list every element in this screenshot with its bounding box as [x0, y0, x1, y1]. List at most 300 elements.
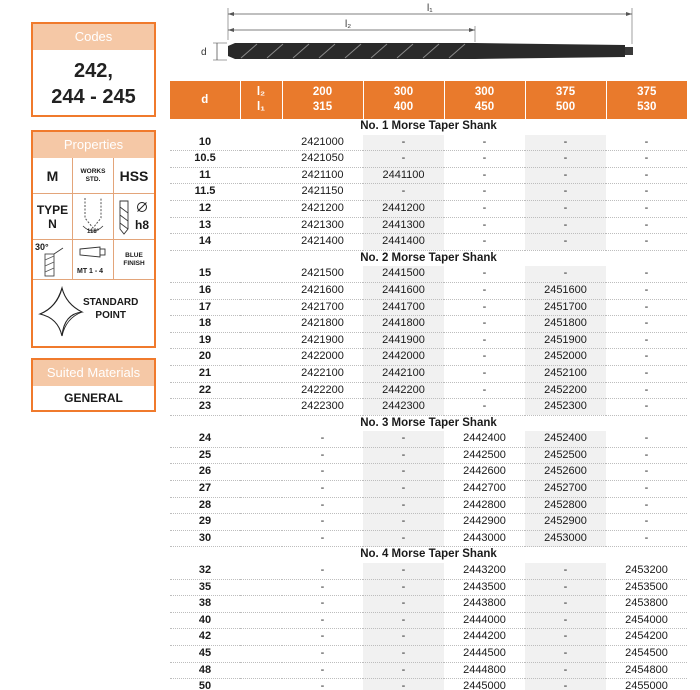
drill-flute-icon [117, 199, 131, 235]
diameter-cell: 18 [170, 316, 240, 333]
code-cell: - [606, 349, 687, 366]
type-label [37, 203, 68, 231]
material-cell [33, 158, 73, 194]
code-cell: - [525, 579, 606, 596]
code-cell: 2441600 [363, 282, 444, 299]
section-title: No. 3 Morse Taper Shank [360, 416, 497, 429]
code-cell: - [525, 167, 606, 184]
point-angle-cell [73, 194, 114, 240]
materials-value: GENERAL [64, 391, 123, 405]
table-row [170, 135, 687, 151]
code-cell: - [444, 151, 525, 168]
code-cell: - [525, 135, 606, 151]
helix-angle-cell [33, 240, 73, 280]
tolerance-label: h8 [135, 218, 150, 232]
code-cell: - [282, 481, 363, 498]
spacer-cell [240, 629, 282, 646]
standard-point-line-2: POINT [95, 310, 126, 321]
code-cell: - [282, 646, 363, 663]
code-cell: - [444, 299, 525, 316]
properties-title: Properties [33, 132, 154, 158]
taper-shank-icon [78, 243, 108, 263]
type-cell [33, 194, 73, 240]
code-cell: - [363, 514, 444, 531]
works-std-line-2: STD. [85, 175, 101, 183]
works-std-label [81, 168, 106, 184]
code-cell: - [606, 399, 687, 416]
code-cell: 2444800 [444, 662, 525, 679]
diameter-cell: 38 [170, 596, 240, 613]
header-col-5-l2: 375 [637, 86, 657, 98]
spacer-cell [240, 563, 282, 579]
table-row [170, 167, 687, 184]
header-l1-label: l₁ [257, 101, 265, 113]
finish-line-1: BLUE [125, 251, 143, 259]
code-cell: - [282, 662, 363, 679]
code-cell: - [444, 135, 525, 151]
code-cell: 2441400 [363, 234, 444, 251]
diameter-cell: 30 [170, 530, 240, 547]
code-cell: - [363, 679, 444, 690]
standard-point-cell [33, 280, 154, 346]
table-row [170, 629, 687, 646]
diameter-cell: 40 [170, 612, 240, 629]
diameter-cell: 42 [170, 629, 240, 646]
code-cell: 2453000 [525, 530, 606, 547]
code-cell: 2421400 [282, 234, 363, 251]
code-cell: 2443000 [444, 530, 525, 547]
section-title: No. 4 Morse Taper Shank [360, 548, 497, 561]
code-cell: 2441900 [363, 332, 444, 349]
table-row [170, 464, 687, 481]
code-cell: - [282, 579, 363, 596]
code-cell: 2452700 [525, 481, 606, 498]
works-std-line-1: WORKS [80, 167, 106, 175]
code-cell: 2451900 [525, 332, 606, 349]
code-cell: 2455000 [606, 679, 687, 690]
code-cell: 2421200 [282, 200, 363, 217]
code-cell: 2452500 [525, 447, 606, 464]
code-cell: - [444, 167, 525, 184]
codes-value [33, 50, 154, 110]
diameter-cell: 32 [170, 563, 240, 579]
section-header-row [170, 415, 687, 431]
spacer-cell [240, 299, 282, 316]
table-row [170, 679, 687, 690]
code-cell: 2454000 [606, 612, 687, 629]
table-row [170, 217, 687, 234]
standard-point-line-1: STANDARD [83, 297, 139, 308]
d-label: d [201, 47, 207, 58]
spacer-cell [240, 234, 282, 251]
code-cell: 2442300 [363, 399, 444, 416]
diameter-cell: 11.5 [170, 184, 240, 201]
table-row [170, 184, 687, 201]
code-cell: - [444, 349, 525, 366]
code-cell: 2421300 [282, 217, 363, 234]
table-row [170, 497, 687, 514]
code-cell: - [282, 431, 363, 447]
code-cell: - [444, 382, 525, 399]
header-col-3-l2: 300 [474, 86, 495, 98]
finish-cell [114, 240, 154, 280]
code-cell: - [525, 646, 606, 663]
code-cell: - [525, 596, 606, 613]
section-header-row [170, 119, 687, 135]
code-cell: - [606, 234, 687, 251]
diameter-cell: 11 [170, 167, 240, 184]
header-col-2-l2: 300 [393, 86, 414, 98]
code-cell: - [282, 596, 363, 613]
properties-panel [31, 130, 156, 348]
spacer-cell [240, 266, 282, 282]
code-cell: - [525, 563, 606, 579]
code-cell: - [282, 612, 363, 629]
header-col-3-l1: 450 [474, 101, 495, 113]
code-cell: 2443800 [444, 596, 525, 613]
diameter-cell: 25 [170, 447, 240, 464]
type-line-1: TYPE [36, 202, 69, 217]
drill-drawing [195, 0, 645, 75]
spacer-cell [240, 217, 282, 234]
code-cell: 2441500 [363, 266, 444, 282]
code-cell: - [282, 447, 363, 464]
header-l2-label: l₂ [256, 86, 266, 98]
diameter-cell: 29 [170, 514, 240, 531]
spacer-cell [240, 382, 282, 399]
spacer-cell [240, 365, 282, 382]
code-cell: - [606, 382, 687, 399]
code-cell: 2421100 [282, 167, 363, 184]
code-cell: - [606, 266, 687, 282]
code-cell: 2442700 [444, 481, 525, 498]
codes-line-1: 242, [74, 60, 113, 82]
code-cell: - [444, 282, 525, 299]
code-cell: 2445000 [444, 679, 525, 690]
code-cell: - [606, 135, 687, 151]
spacer-cell [240, 514, 282, 531]
spacer-cell [240, 447, 282, 464]
code-cell: 2442400 [444, 431, 525, 447]
code-cell: 2421000 [282, 135, 363, 151]
diameter-cell: 22 [170, 382, 240, 399]
tolerance-cell [114, 194, 154, 240]
works-std-cell [73, 158, 114, 194]
code-cell: - [606, 497, 687, 514]
header-col-4-l2: 375 [555, 86, 576, 98]
diameter-cell: 19 [170, 332, 240, 349]
table-row [170, 399, 687, 416]
table-row [170, 282, 687, 299]
code-cell: - [444, 217, 525, 234]
code-cell: 2421900 [282, 332, 363, 349]
code-cell: - [606, 316, 687, 333]
code-cell: - [363, 497, 444, 514]
code-cell: 2421600 [282, 282, 363, 299]
diameter-cell: 24 [170, 431, 240, 447]
code-cell: - [606, 530, 687, 547]
diameter-cell: 27 [170, 481, 240, 498]
table-body [170, 119, 687, 690]
code-cell: 2452800 [525, 497, 606, 514]
header-col-2 [363, 81, 444, 119]
materials-panel [31, 358, 156, 412]
mt-label: MT 1 - 4 [77, 268, 104, 275]
code-cell: 2441800 [363, 316, 444, 333]
code-cell: 2442800 [444, 497, 525, 514]
spacer-cell [240, 167, 282, 184]
code-cell: 2454800 [606, 662, 687, 679]
code-cell: - [606, 184, 687, 201]
spacer-cell [240, 151, 282, 168]
spacer-cell [240, 464, 282, 481]
spacer-cell [240, 646, 282, 663]
angle-30-label: 30° [35, 242, 49, 252]
morse-taper-cell [73, 240, 114, 280]
table-row [170, 431, 687, 447]
code-cell: 2443500 [444, 579, 525, 596]
table-row [170, 530, 687, 547]
table-row [170, 563, 687, 579]
code-cell: 2452900 [525, 514, 606, 531]
hss-label: HSS [119, 167, 149, 184]
l1-arrow-right [626, 12, 632, 16]
spacer-cell [240, 184, 282, 201]
diameter-cell: 45 [170, 646, 240, 663]
table-row [170, 316, 687, 333]
section-title: No. 1 Morse Taper Shank [360, 120, 497, 132]
code-cell: 2452200 [525, 382, 606, 399]
properties-grid [33, 158, 154, 280]
code-cell: 2453500 [606, 579, 687, 596]
code-cell: - [444, 200, 525, 217]
diameter-cell: 17 [170, 299, 240, 316]
spacer-cell [240, 612, 282, 629]
code-cell: - [363, 579, 444, 596]
code-cell: 2454500 [606, 646, 687, 663]
code-cell: - [363, 596, 444, 613]
diameter-cell: 35 [170, 579, 240, 596]
helix-angle-icon [41, 246, 65, 278]
table-row [170, 266, 687, 282]
code-cell: 2444200 [444, 629, 525, 646]
section-header-row [170, 547, 687, 563]
spacer-cell [240, 579, 282, 596]
table-row [170, 662, 687, 679]
finish-line-2: FINISH [123, 259, 145, 267]
header-col-5 [606, 81, 687, 119]
header-d: d [170, 81, 240, 119]
code-cell: 2452300 [525, 399, 606, 416]
diameter-cell: 48 [170, 662, 240, 679]
spacer-cell [240, 481, 282, 498]
code-cell: 2441700 [363, 299, 444, 316]
code-cell: - [444, 316, 525, 333]
code-cell: 2421800 [282, 316, 363, 333]
section-header-row [170, 250, 687, 266]
diameter-cell: 14 [170, 234, 240, 251]
code-cell: - [525, 612, 606, 629]
diameter-cell: 21 [170, 365, 240, 382]
code-cell: - [525, 662, 606, 679]
code-cell: - [363, 646, 444, 663]
angle-118-label: 118° [87, 229, 100, 235]
table-row [170, 382, 687, 399]
code-cell: - [606, 299, 687, 316]
table-row [170, 200, 687, 217]
codes-line-2: 244 - 245 [51, 86, 136, 108]
code-cell: 2444500 [444, 646, 525, 663]
code-cell: - [525, 234, 606, 251]
diameter-cell: 10.5 [170, 151, 240, 168]
hss-cell [114, 158, 154, 194]
l2-arrow-right [469, 28, 475, 32]
code-cell: - [525, 629, 606, 646]
code-cell: 2454200 [606, 629, 687, 646]
diameter-cell: 12 [170, 200, 240, 217]
spacer-cell [240, 282, 282, 299]
spacer-cell [240, 349, 282, 366]
code-cell: - [606, 514, 687, 531]
code-cell: 2442600 [444, 464, 525, 481]
code-cell: 2452100 [525, 365, 606, 382]
code-cell: - [363, 464, 444, 481]
code-cell: 2422100 [282, 365, 363, 382]
code-cell: - [363, 481, 444, 498]
spacer-cell [240, 530, 282, 547]
diameter-cell: 28 [170, 497, 240, 514]
codes-title: Codes [33, 24, 154, 50]
drill-codes-table [170, 81, 687, 690]
code-cell: 2441200 [363, 200, 444, 217]
materials-title: Suited Materials [33, 360, 154, 386]
code-cell: - [444, 234, 525, 251]
code-cell: - [282, 464, 363, 481]
code-cell: - [606, 151, 687, 168]
code-cell: - [606, 431, 687, 447]
diameter-cell: 10 [170, 135, 240, 151]
code-cell: - [444, 332, 525, 349]
code-cell: - [525, 217, 606, 234]
code-cell: 2442500 [444, 447, 525, 464]
table-row [170, 481, 687, 498]
diameter-cell: 16 [170, 282, 240, 299]
code-cell: - [363, 530, 444, 547]
code-cell: - [606, 365, 687, 382]
code-cell: - [606, 332, 687, 349]
table-row [170, 646, 687, 663]
code-cell: 2441300 [363, 217, 444, 234]
code-cell: 2444000 [444, 612, 525, 629]
code-cell: - [525, 200, 606, 217]
table-row [170, 349, 687, 366]
code-cell: - [525, 266, 606, 282]
header-col-3 [444, 81, 525, 119]
material-label: M [46, 167, 59, 184]
table-row [170, 365, 687, 382]
spacer-cell [240, 596, 282, 613]
code-cell: - [444, 365, 525, 382]
code-cell: 2442900 [444, 514, 525, 531]
codes-panel [31, 22, 156, 117]
code-cell: 2422000 [282, 349, 363, 366]
code-cell: - [606, 200, 687, 217]
header-col-1-l1: 315 [312, 101, 333, 113]
code-cell: - [606, 464, 687, 481]
code-cell: 2422200 [282, 382, 363, 399]
code-cell: - [282, 514, 363, 531]
header-col-5-l1: 530 [637, 101, 657, 113]
diameter-cell: 26 [170, 464, 240, 481]
code-cell: - [606, 217, 687, 234]
code-cell: - [363, 563, 444, 579]
standard-point-icon [36, 284, 86, 340]
l1-arrow-left [228, 12, 234, 16]
table-row [170, 332, 687, 349]
code-cell: - [363, 151, 444, 168]
code-cell: - [363, 447, 444, 464]
table-row [170, 579, 687, 596]
code-cell: 2451600 [525, 282, 606, 299]
code-cell: - [363, 135, 444, 151]
code-cell: - [444, 399, 525, 416]
spacer-cell [240, 332, 282, 349]
type-line-2: N [48, 216, 57, 231]
code-cell: - [282, 679, 363, 690]
code-cell: - [363, 629, 444, 646]
code-cell: - [525, 151, 606, 168]
drill-body [228, 43, 625, 59]
header-col-4-l1: 500 [555, 101, 576, 113]
table-row [170, 299, 687, 316]
code-cell: - [525, 184, 606, 201]
code-cell: - [363, 662, 444, 679]
code-cell: 2452400 [525, 431, 606, 447]
spacer-cell [240, 200, 282, 217]
section-title: No. 2 Morse Taper Shank [360, 251, 497, 264]
drill-tang [625, 47, 633, 55]
table-row [170, 514, 687, 531]
code-cell: - [282, 497, 363, 514]
code-cell: 2421050 [282, 151, 363, 168]
code-cell: 2421700 [282, 299, 363, 316]
table-header-row [170, 81, 687, 119]
diameter-cell: 50 [170, 679, 240, 690]
spacer-cell [240, 316, 282, 333]
code-cell: 2453200 [606, 563, 687, 579]
code-cell: - [282, 530, 363, 547]
header-col-2-l1: 400 [393, 101, 414, 113]
code-cell: - [363, 431, 444, 447]
standard-point-label [83, 296, 138, 322]
l2-label: l₂ [345, 19, 352, 30]
code-cell: - [606, 481, 687, 498]
diameter-icon [136, 201, 148, 213]
code-cell: - [363, 184, 444, 201]
code-cell: 2421500 [282, 266, 363, 282]
finish-label [123, 252, 144, 268]
l1-label: l₁ [427, 3, 433, 14]
spacer-cell [240, 399, 282, 416]
code-cell: 2421150 [282, 184, 363, 201]
code-cell: - [525, 679, 606, 690]
code-cell: 2452600 [525, 464, 606, 481]
diameter-cell: 13 [170, 217, 240, 234]
diameter-cell: 20 [170, 349, 240, 366]
code-cell: 2452000 [525, 349, 606, 366]
table-row [170, 612, 687, 629]
code-cell: - [282, 629, 363, 646]
